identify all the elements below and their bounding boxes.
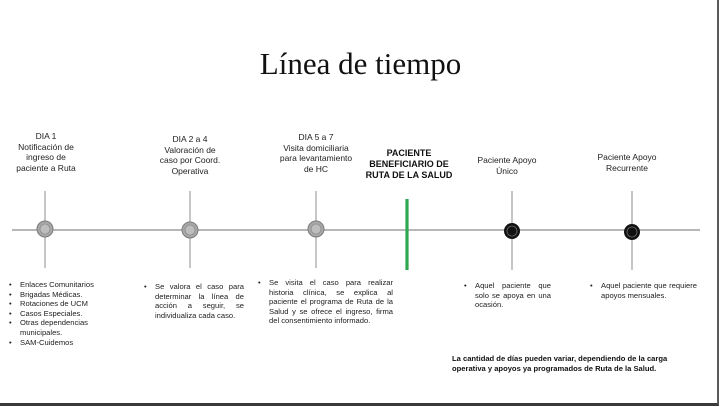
step-description-day-1 [8,280,120,347]
step-description-day-2-4: • Se valora el caso para determinar la línea de acción a seguir, se individualiza cada caso. [143,282,244,320]
page-title: Línea de tiempo [259,46,462,81]
step-label-day-1: DIA 1 Notificación de ingreso de paciente a Ruta [16,131,76,173]
footnote: La cantidad de días pueden variar, dependiendo de la carga operativa y apoyos ya programados de Ruta de la Salud. [452,354,668,373]
source-item: • SAM-Cuidemos [8,338,120,348]
marker-day-1 [37,221,53,237]
marker-day-5-7 [308,221,324,237]
step-label-apoyo-recurrente: Paciente Apoyo Recurrente [597,152,657,173]
step-description-apoyo-recurrente: • Aquel paciente que requiere apoyos mensuales. [589,281,697,300]
source-item: • Rotaciones de UCM [8,299,120,309]
source-item: • Enlaces Comunitarios [8,280,120,290]
source-item: • Otras dependencias municipales. [8,318,120,337]
step-label-day-2-4: DIA 2 a 4 Valoración de caso por Coord. Operativa [159,134,221,176]
source-item: • Brigadas Médicas. [8,290,120,300]
marker-day-2-4 [182,222,198,238]
step-description-apoyo-unico: • Aquel paciente que solo se apoya en una ocasión. [463,281,551,310]
source-item: • Casos Especiales. [8,309,120,319]
step-label-day-5-7: DIA 5 a 7 Visita domiciliaria para levantamiento de HC [279,132,353,174]
step-description-day-5-7: • Se visita el caso para realizar historia clínica, se explica al paciente el programa de Ruta de la Salud y se ofrece el ingreso, firma del consentimiento informado. [257,278,393,326]
milestone-label: PACIENTE BENEFICIARIO DE RUTA DE LA SALUD [365,148,453,180]
step-label-apoyo-unico: Paciente Apoyo Único [477,155,537,176]
marker-apoyo-recurrente [624,224,640,240]
marker-apoyo-unico [504,223,520,239]
